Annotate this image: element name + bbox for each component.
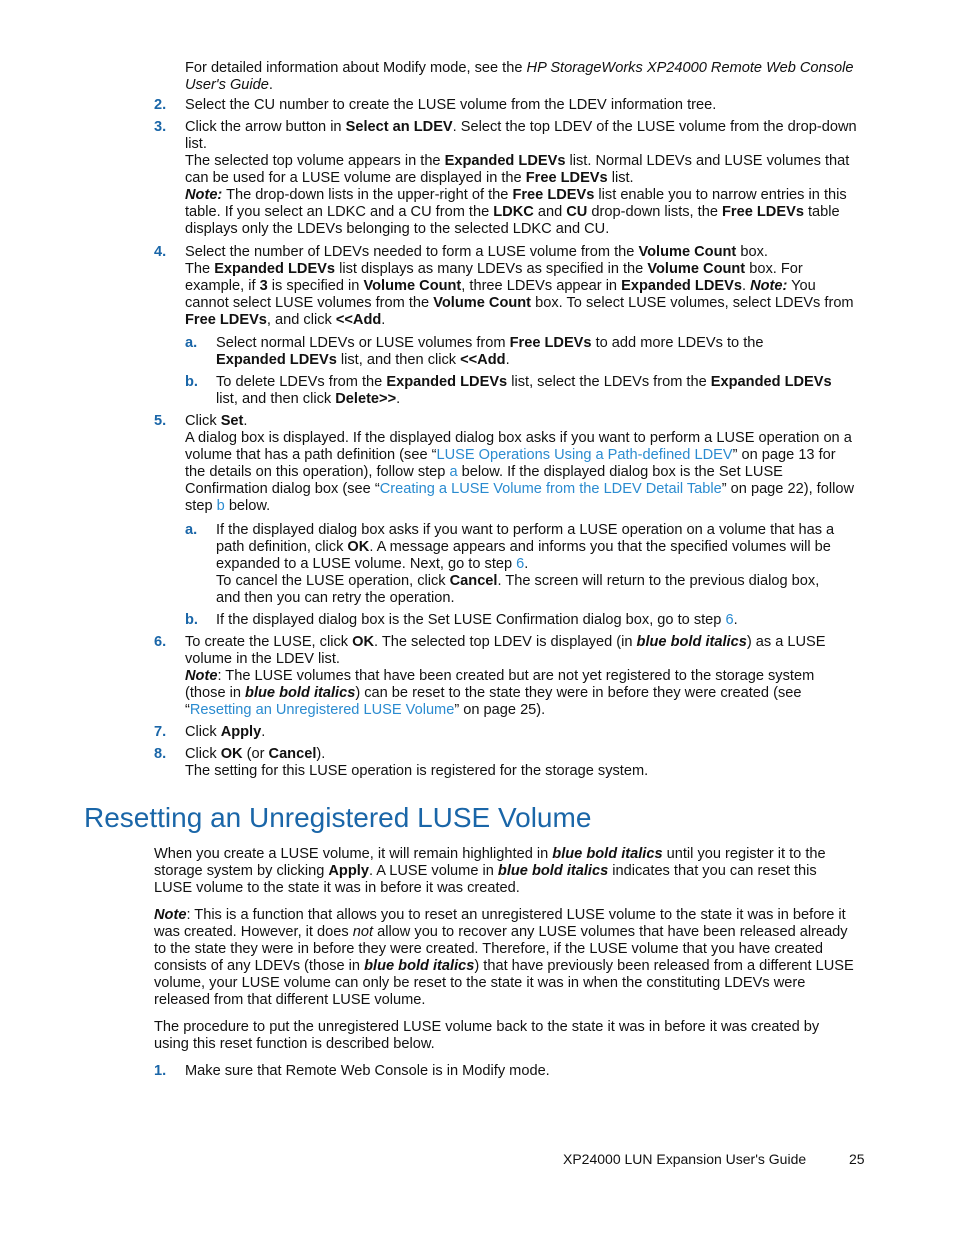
link-step-a[interactable]: a — [449, 464, 458, 480]
step-3-line-2: The selected top volume appears in the Expanded LDEVs list. Normal LDEVs and LUSE volumes that can be used for a LUSE volume are displayed in the Free LDEVs list. — [185, 153, 850, 186]
intro-paragraph: For detailed information about Modify mode, see the HP StorageWorks XP24000 Remote Web Console User's Guide. — [185, 60, 854, 93]
link-step-6[interactable]: 6 — [725, 612, 734, 628]
link-step-6[interactable]: 6 — [516, 556, 525, 572]
section-paragraph-3: The procedure to put the unregistered LUSE volume back to the state it was in before it was created by using this reset function is described below. — [154, 1019, 820, 1052]
step-4b-text: To delete LDEVs from the Expanded LDEVs list, select the LDEVs from the Expanded LDEVs list, and then click Delete>>. — [216, 374, 832, 407]
step-number: 8. — [154, 746, 167, 762]
step-5-text: Click Set. A dialog box is displayed. If the displayed dialog box asks if you want to perform a LUSE operation on a volume that has a path definition (see “LUSE Operations Using a Path-defined LDEV” on page 13 for the details on this operation), follow step a below. If the displayed dialog box is the Set LUSE Confirmation dialog box (see “Creating a LUSE Volume from the LDEV Detail Table” on page 22), follow step b below. — [185, 413, 854, 514]
step-number: 4. — [154, 244, 167, 260]
step-number: 6. — [154, 634, 167, 650]
substep-label: a. — [185, 522, 198, 538]
section-heading: Resetting an Unregistered LUSE Volume — [84, 802, 592, 833]
step-8-text: Click OK (or Cancel). The setting for this LUSE operation is registered for the storage system. — [185, 746, 649, 779]
step-number: 1. — [154, 1063, 167, 1079]
substep-label: b. — [185, 374, 198, 390]
link-step-b[interactable]: b — [216, 498, 225, 514]
step-3-text — [185, 119, 857, 238]
step-4-text: Select the number of LDEVs needed to form a LUSE volume from the Volume Count box. The Expanded LDEVs list displays as many LDEVs as specified in the Volume Count box. For example, if 3 is specified in Volume Count, three LDEVs appear in Expanded LDEVs. Note: You cannot select LUSE volumes from the Volume Count box. To select LUSE volumes, select LDEVs from Free LDEVs, and click <<Add. — [185, 244, 854, 328]
step-4a-text: Select normal LDEVs or LUSE volumes from Free LDEVs to add more LDEVs to the Expanded LDEVs list, and then click <<Add. — [216, 335, 764, 368]
substep-label: a. — [185, 335, 198, 351]
page-number: 25 — [849, 1151, 865, 1167]
step-5a-text: If the displayed dialog box asks if you want to perform a LUSE operation on a volume that has a path definition, click OK. A message appears and informs you that the specified volumes will be expanded to a LUSE volume. Next, go to step 6. To cancel the LUSE operation, click Cancel. The screen will return to the previous dialog box, and then you can retry the operation. — [216, 522, 835, 606]
step-3-line-1: Click the arrow button in Select an LDEV. Select the top LDEV of the LUSE volume from the drop-down list. — [185, 119, 857, 152]
reset-step-1-text: Make sure that Remote Web Console is in Modify mode. — [185, 1063, 550, 1079]
step-2-text: Select the CU number to create the LUSE volume from the LDEV information tree. — [185, 97, 717, 113]
link-creating-luse-volume[interactable]: Creating a LUSE Volume from the LDEV Detail Table — [379, 481, 722, 497]
step-number: 5. — [154, 413, 167, 429]
step-number: 7. — [154, 724, 167, 740]
link-luse-operations[interactable]: LUSE Operations Using a Path-defined LDEV — [436, 447, 733, 463]
step-6-text: To create the LUSE, click OK. The selected top LDEV is displayed (in blue bold italics) as a LUSE volume in the LDEV list. Note: The LUSE volumes that have been created but are not yet registered to the storage system (those in blue bold italics) can be reset to the state they were in before they were created (see “Resetting an Unregistered LUSE Volume” on page 25). — [185, 634, 826, 718]
link-resetting-unregistered[interactable]: Resetting an Unregistered LUSE Volume — [189, 702, 455, 718]
substep-label: b. — [185, 612, 198, 628]
book-title: HP StorageWorks XP24000 Remote Web Console User's Guide — [185, 60, 854, 93]
step-number: 2. — [154, 97, 167, 113]
footer-title: XP24000 LUN Expansion User's Guide — [563, 1151, 807, 1167]
step-number: 3. — [154, 119, 167, 135]
section-note: Note: This is a function that allows you to reset an unregistered LUSE volume to the state it was in before it was created. However, it does not allow you to recover any LUSE volumes that have been released already to the state they were in before they were created. Therefore, if the LUSE volume that you have created consists of any LDEVs (those in blue bold italics) that have previously been released from a different LUSE volume, your LUSE volume can only be reset to the state it was in when the constituting LDEVs were released from that different LUSE volume. — [154, 907, 854, 1008]
step-7-text: Click Apply. — [185, 724, 266, 740]
step-5b-text: If the displayed dialog box is the Set LUSE Confirmation dialog box, go to step 6. — [216, 612, 738, 628]
step-3-note: Note: The drop-down lists in the upper-right of the Free LDEVs list enable you to narrow entries in this table. If you select an LDKC and a CU from the LDKC and CU drop-down lists, the Free LDEVs table displays only the LDEVs belonging to the selected LDKC and CU. — [185, 187, 847, 237]
section-paragraph-1: When you create a LUSE volume, it will remain highlighted in blue bold italics until you register it to the storage system by clicking Apply. A LUSE volume in blue bold italics indicates that you can reset this LUSE volume to the state it was in before it was created. — [154, 846, 826, 896]
